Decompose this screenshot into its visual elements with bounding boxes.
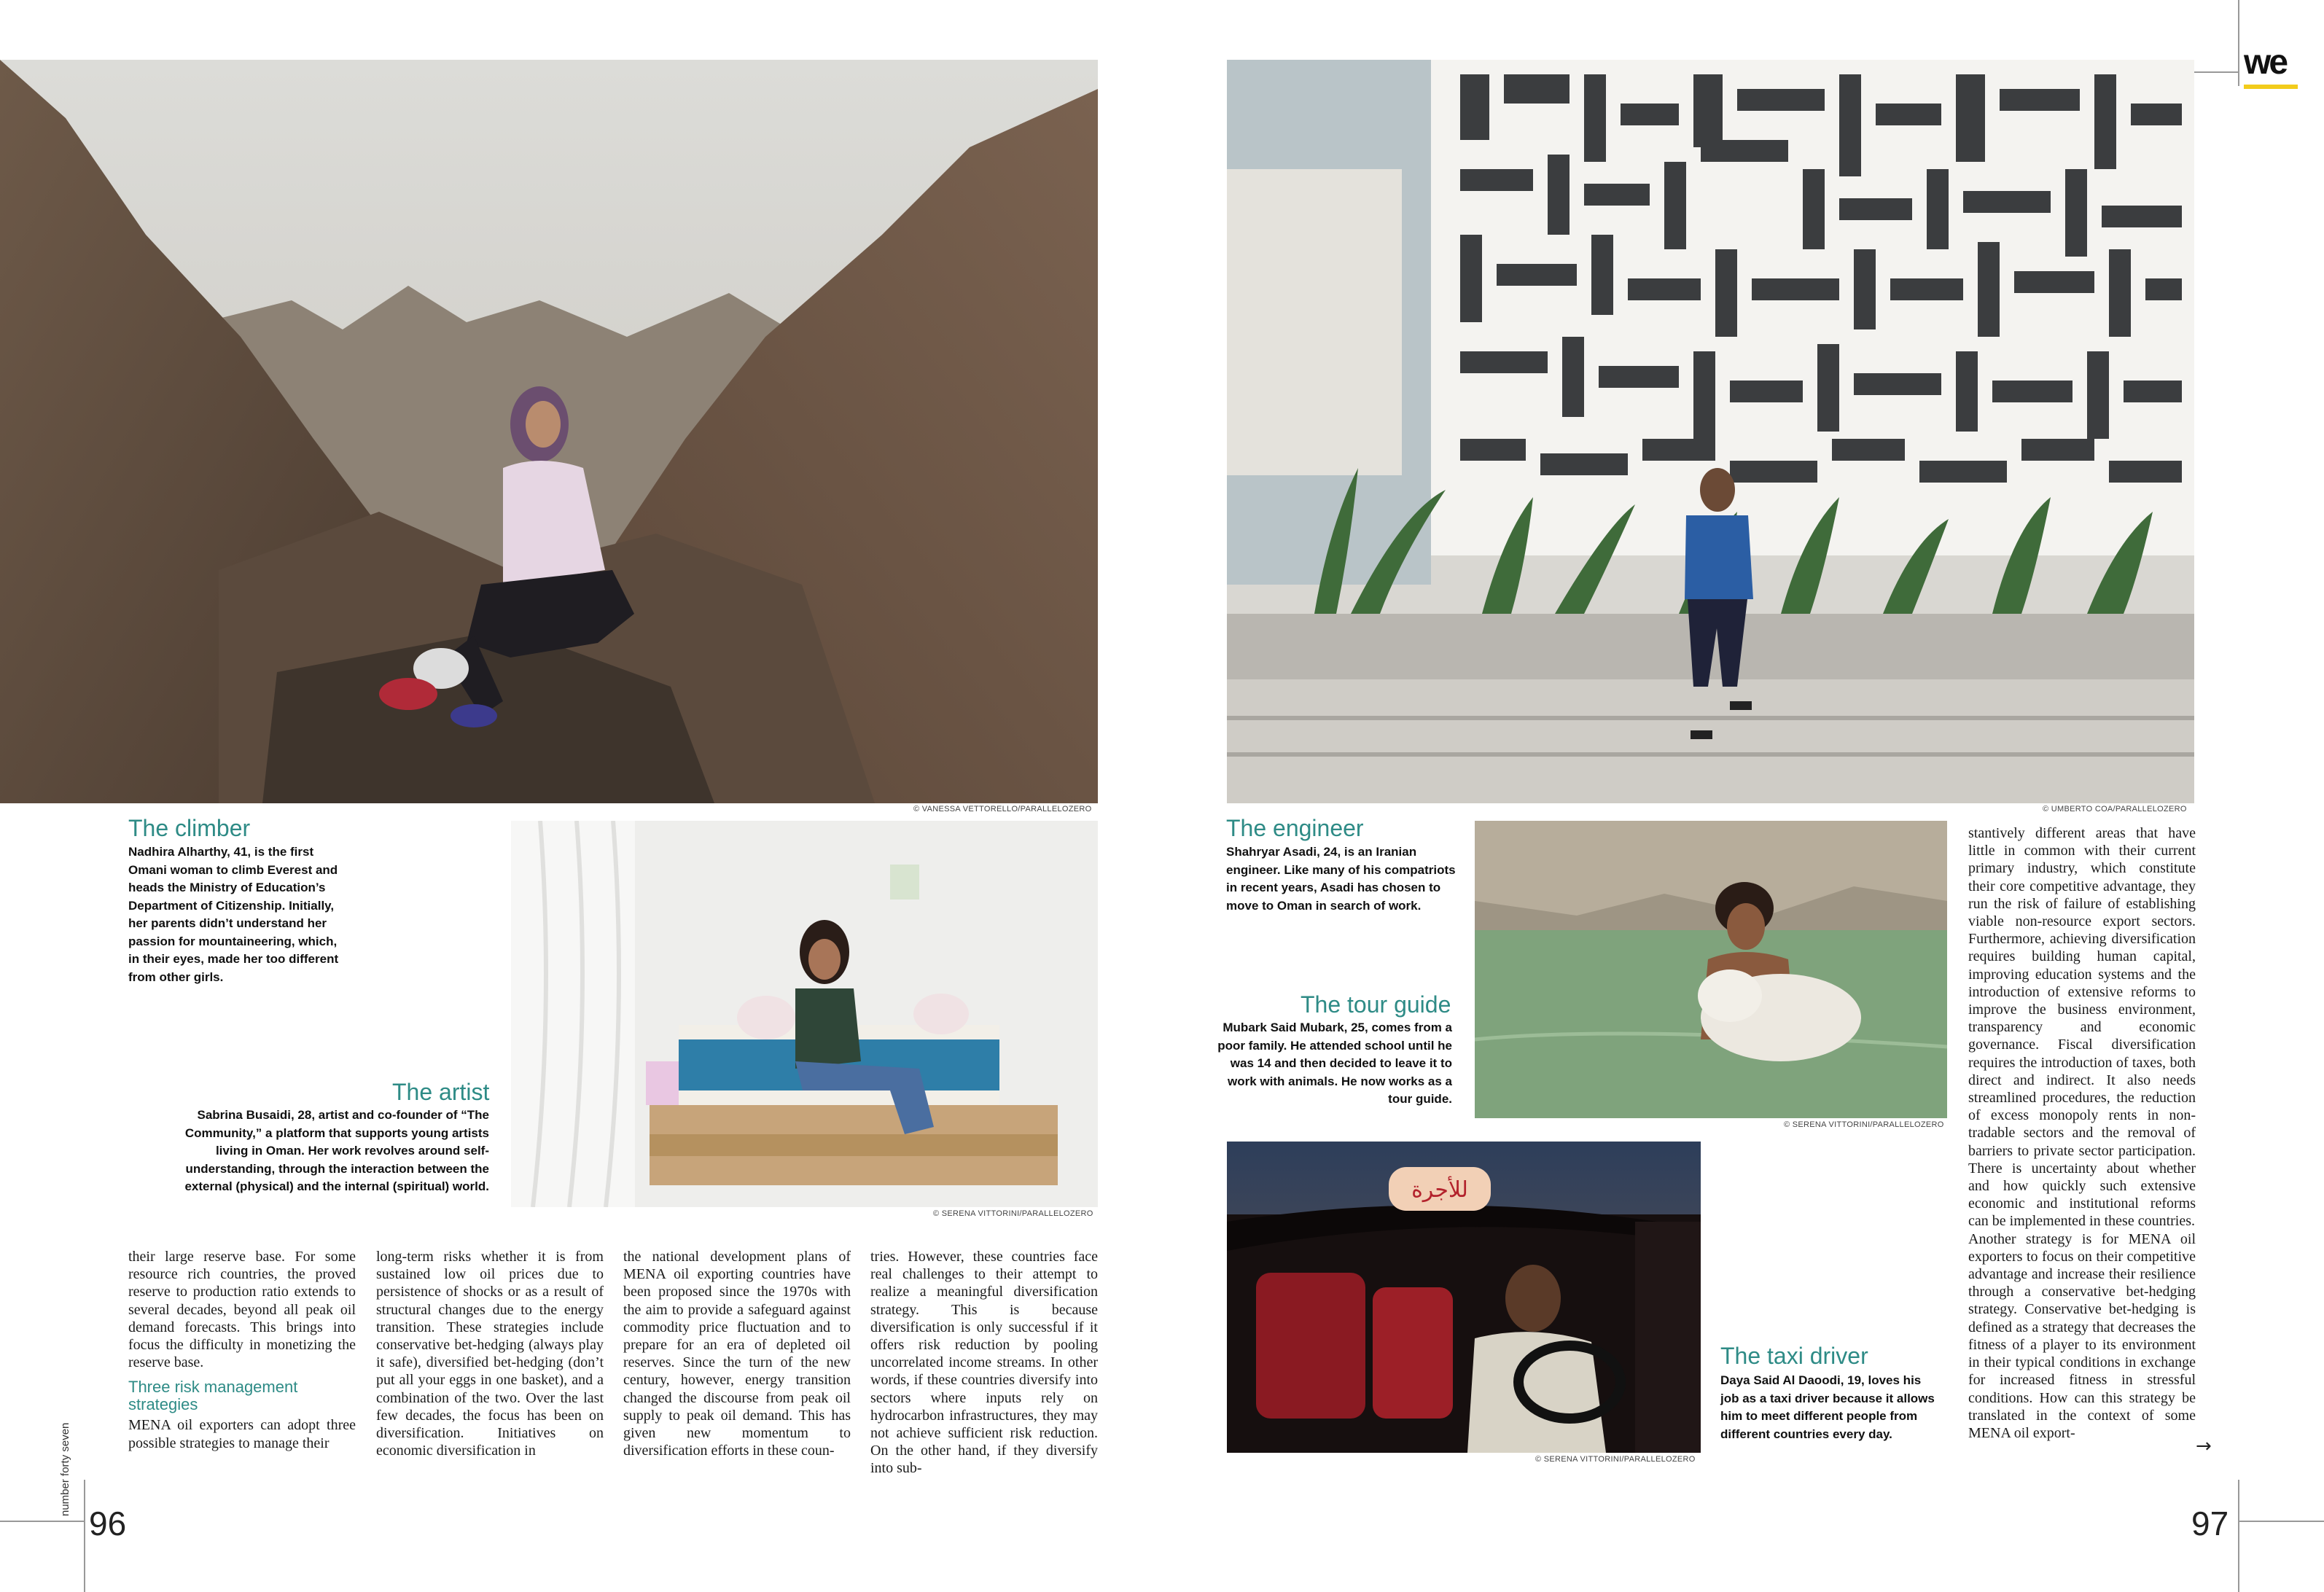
taxi-sign-text: للأجرة: [1411, 1177, 1468, 1203]
climber-photo: [0, 60, 1098, 803]
engineer-photo-illustration: [1227, 60, 2194, 803]
right-page-number: 97: [2191, 1505, 2229, 1542]
tour-guide-photo: [1475, 821, 1947, 1118]
right-margin-rule-vertical: [2238, 1480, 2239, 1592]
tour-guide-photo-credit: © SERENA VITTORINI/PARALLELOZERO: [1784, 1120, 1944, 1129]
climber-caption: Nadhira Alharthy, 41, is the first Omani woman to climb Everest and heads the Ministry of Education’s Department of Citizenship. Initially, her parents didn’t understand her passion for mountaineering, which, in their eyes, made her too different from other girls.: [128, 845, 339, 984]
issue-label: number forty seven: [59, 1422, 71, 1516]
engineer-photo: [1227, 60, 2194, 803]
article-column-5: [1968, 824, 2196, 1442]
climber-photo-illustration: [0, 60, 1098, 803]
continue-arrow-icon: →: [2196, 1435, 2212, 1457]
tour-guide-caption: Mubark Said Mubark, 25, comes from a poor family. He attended school until he was 14 and then decided to leave it to work with animals. He now works as a tour guide.: [1217, 1021, 1452, 1106]
article-column-4: tries. However, these countries face real challenges to their attempt to realize a meaningful diversification strategy. This is because diversification is only successful if it offers risk reduction by pooling uncorrelated income streams. In other words, if these countries diversify into sectors where inputs rely on hydrocarbon infrastructures, they may not achieve sufficient risk reduction. On the other hand, if they diversify into sub-: [870, 1249, 1098, 1477]
we-logo-underline: [2244, 85, 2298, 89]
tour-guide-photo-illustration: [1475, 821, 1947, 1118]
artist-title: The artist: [392, 1079, 490, 1105]
engineer-caption: Shahryar Asadi, 24, is an Iranian engineer. Like many of his compatriots in recent years, Asadi has chosen to move to Oman in search of work.: [1226, 845, 1456, 913]
climber-photo-credit: © VANESSA VETTORELLO/PARALLELOZERO: [913, 805, 1092, 813]
taxi-driver-photo-credit: © SERENA VITTORINI/PARALLELOZERO: [1535, 1455, 1696, 1464]
climber-title: The climber: [128, 815, 251, 841]
tour-guide-title: The tour guide: [1301, 991, 1451, 1018]
left-margin-rule-vertical: [84, 1480, 85, 1592]
artist-caption: Sabrina Busaidi, 28, artist and co-founder of “The Community,” a platform that supports young artists living in Oman. Her work revolves around self-understanding, through the interaction between the external (physical) and the internal (spiritual) world.: [184, 1108, 489, 1193]
left-margin-rule-horizontal: [0, 1521, 84, 1522]
article-column-1: [128, 1248, 356, 1452]
left-page-number: 96: [89, 1505, 127, 1542]
article-column-5-paragraph-2: Another strategy is for MENA oil exporters to focus on their competitive advantage and increase their resilience through a conservative bet-hedging strategy. Conservative bet-hedging is defined as a strategy that decreases the fitness of a player to its environment in their typical conditions in exchange for increased fitness in stressful conditions. How can this strategy be translated in the context of some MENA oil export-: [1968, 1230, 2196, 1441]
artist-photo: [511, 821, 1098, 1207]
artist-photo-credit: © SERENA VITTORINI/PARALLELOZERO: [933, 1209, 1093, 1218]
right-top-rule-horizontal: [2194, 71, 2239, 73]
taxi-driver-photo-illustration: [1227, 1142, 1701, 1453]
taxi-driver-photo: [1227, 1142, 1701, 1453]
right-top-rule-vertical: [2238, 0, 2239, 86]
artist-photo-illustration: [511, 821, 1098, 1207]
taxi-driver-title: The taxi driver: [1720, 1343, 1868, 1369]
taxi-driver-caption: Daya Said Al Daoodi, 19, loves his job as a taxi driver because it allows him to meet different people from different countries every day.: [1720, 1373, 1935, 1441]
right-margin-rule-horizontal: [2238, 1521, 2324, 1522]
engineer-title: The engineer: [1226, 815, 1364, 841]
engineer-photo-credit: © UMBERTO COA/PARALLELOZERO: [2043, 805, 2187, 813]
article-subhead: Three risk management strategies: [128, 1378, 298, 1414]
we-logo: we: [2244, 43, 2287, 82]
article-column-1-paragraph-1: their large reserve base. For some resource rich countries, the proved reserve to production ratio extends to several decades, beyond all peak oil demand forecasts. This brings into focus the difficulty in monetizing the reserve base.: [128, 1249, 356, 1371]
article-column-1-paragraph-2: MENA oil exporters can adopt three possible strategies to manage their: [128, 1417, 356, 1451]
article-column-3: the national development plans of MENA oil exporting countries have been proposed since the 1970s with the aim to provide a safeguard against commodity price fluctuation and to prepare for an era of depleted oil reserves. Since the turn of the new century, however, energy transition changed the discourse from peak oil supply to peak oil demand. This has given new momentum to diversification efforts in these coun-: [623, 1249, 851, 1459]
article-column-5-paragraph-1: stantively different areas that have little in common with their current primary industry, which constitute their core competitive advantage, they run the risk of failure of establishing viable non-resource export sectors. Furthermore, achieving diversification requires building human capital, improving education systems and the introduction of extensive reforms to improve the business environment, transparency and economic governance. Fiscal diversification requires the introduction of taxes, both direct and indirect. It also needs streamlined procedures, the reduction of excess monopoly rents in non-tradable sectors and the removal of barriers to private sector participation. There is uncertainty about whether and how quickly such extensive economic and institutional reforms can be implemented in these countries.: [1968, 825, 2196, 1230]
article-column-2: long-term risks whether it is from sustained low oil prices due to persistence of shocks or as a result of structural changes due to the energy transition. These strategies include conservative bet-hedging (always play it safe), diversified bet-hedging (don’t put all your eggs in one basket), and a combination of the two. Over the last few decades, the focus has been on diversification. Initiatives on economic diversification in: [376, 1249, 604, 1459]
